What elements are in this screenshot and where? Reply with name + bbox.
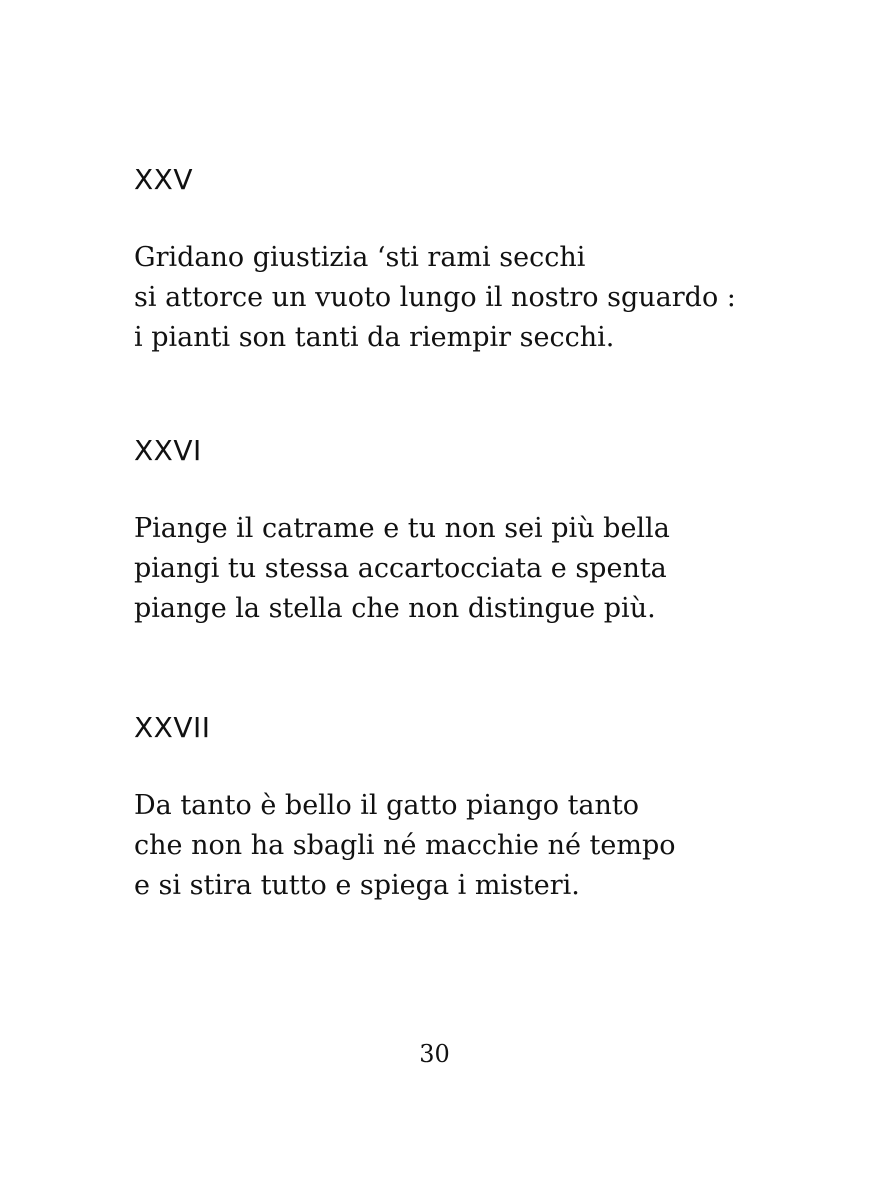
poem-numeral: XXVII	[134, 711, 211, 744]
verse-line: Da tanto è bello il gatto piango tanto	[134, 790, 640, 821]
verse-line: piange la stella che non distingue più.	[134, 593, 656, 624]
poem-xxv	[134, 160, 794, 358]
poem-numeral: XXV	[134, 163, 194, 196]
verse-line: Gridano giustizia ‘sti rami secchi	[134, 242, 586, 273]
stanza	[134, 509, 794, 629]
verse-line: piangi tu stessa accartocciata e spenta	[134, 553, 667, 584]
verse-line: si attorce un vuoto lungo il nostro sguardo :	[134, 282, 736, 313]
verse-line: che non ha sbagli né macchie né tempo	[134, 830, 676, 861]
stanza	[134, 786, 794, 906]
poem-xxvi	[134, 431, 794, 629]
verse-line: e si stira tutto e spiega i misteri.	[134, 870, 580, 901]
poem-numeral: XXVI	[134, 434, 202, 467]
poem-xxvii	[134, 708, 794, 906]
verse-line: i pianti son tanti da riempir secchi.	[134, 322, 615, 353]
page-number: 30	[419, 1040, 450, 1068]
stanza	[134, 238, 794, 358]
verse-line: Piange il catrame e tu non sei più bella	[134, 513, 670, 544]
